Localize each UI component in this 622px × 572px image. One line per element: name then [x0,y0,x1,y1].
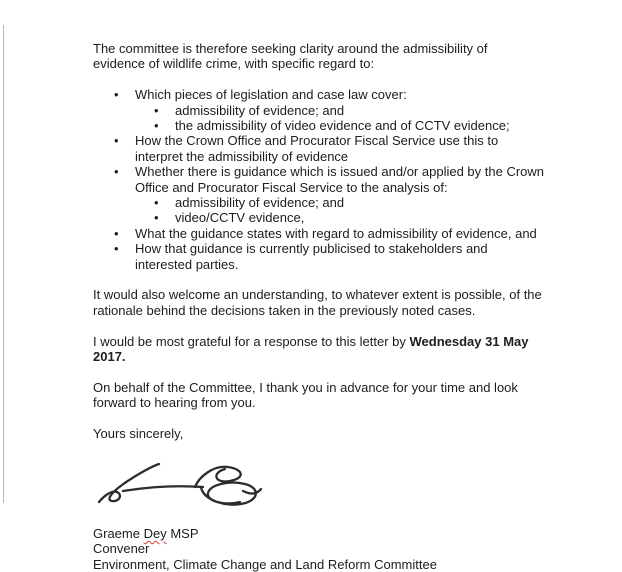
bullet-item [93,241,563,272]
bullet-icon: • [154,118,159,134]
bullet-icon: • [154,195,159,211]
text-line: What the guidance states with regard to admissibility of evidence, and [135,225,537,241]
text-line: evidence of wildlife crime, with specific regard to: [93,56,375,72]
text-line: On behalf of the Committee, I thank you in advance for your time and look [93,379,518,395]
text-line: How that guidance is currently publicised to stakeholders and [135,241,488,257]
text-line: admissibility of evidence; and [175,102,345,118]
signature-image [93,457,563,513]
bullet-list [93,87,563,272]
text-line: Yours sincerely, [93,426,184,442]
thanks-paragraph [93,380,563,411]
bullet-item [93,103,563,118]
bullet-icon: • [114,133,119,149]
text-line: The committee is therefore seeking clarity around the admissibility of [93,41,488,56]
text-line: forward to hearing from you. [93,395,256,411]
response-deadline-paragraph [93,334,563,365]
bullet-item [93,133,563,164]
name-text: Graeme [93,525,144,541]
bullet-item [93,226,563,241]
letter-content [93,41,563,572]
signature-scribble-icon [93,457,265,513]
bullet-item [93,118,563,133]
text-line: interested parties. [135,256,239,272]
bullet-item [93,195,563,210]
text-line: admissibility of evidence; and [175,195,345,211]
bullet-item [93,164,563,195]
bullet-icon: • [154,210,159,226]
bullet-icon: • [114,164,119,180]
text-line: rationale behind the decisions taken in the previously noted cases. [93,302,476,318]
response-text: I would be most grateful for a response to this letter by [93,333,410,349]
bullet-icon: • [114,87,119,103]
deadline-bold-text: Wednesday 31 May [409,333,529,349]
intro-paragraph [93,41,563,72]
signatory-committee: Environment, Climate Change and Land Reform Committee [93,556,437,572]
text-line: It would also welcome an understanding, to whatever extent is possible, of the [93,287,542,303]
text-line: Office and Procurator Fiscal Service to the analysis of: [135,179,448,195]
text-line: Which pieces of legislation and case law cover: [135,87,407,103]
signatory-role: Convener [93,541,150,557]
bullet-icon: • [114,241,119,257]
page-left-border [3,25,4,503]
signature-block [93,526,563,572]
text-line: Whether there is guidance which is issued and/or applied by the Crown [135,164,545,180]
understanding-paragraph [93,287,563,318]
text-line [93,334,563,349]
name-suffix-text: MSP [166,525,199,541]
text-line: How the Crown Office and Procurator Fiscal Service use this to [135,133,499,149]
name-misspelled-text: Dey [143,525,167,541]
bullet-icon: • [154,102,159,118]
text-line: the admissibility of video evidence and of CCTV evidence; [175,118,510,134]
closing-line [93,426,563,441]
signatory-name [93,526,563,541]
bullet-item [93,210,563,225]
bullet-item [93,87,563,102]
deadline-bold-text: 2017. [93,349,126,365]
bullet-icon: • [114,225,119,241]
text-line: interpret the admissibility of evidence [135,148,349,164]
text-line: video/CCTV evidence, [175,210,305,226]
